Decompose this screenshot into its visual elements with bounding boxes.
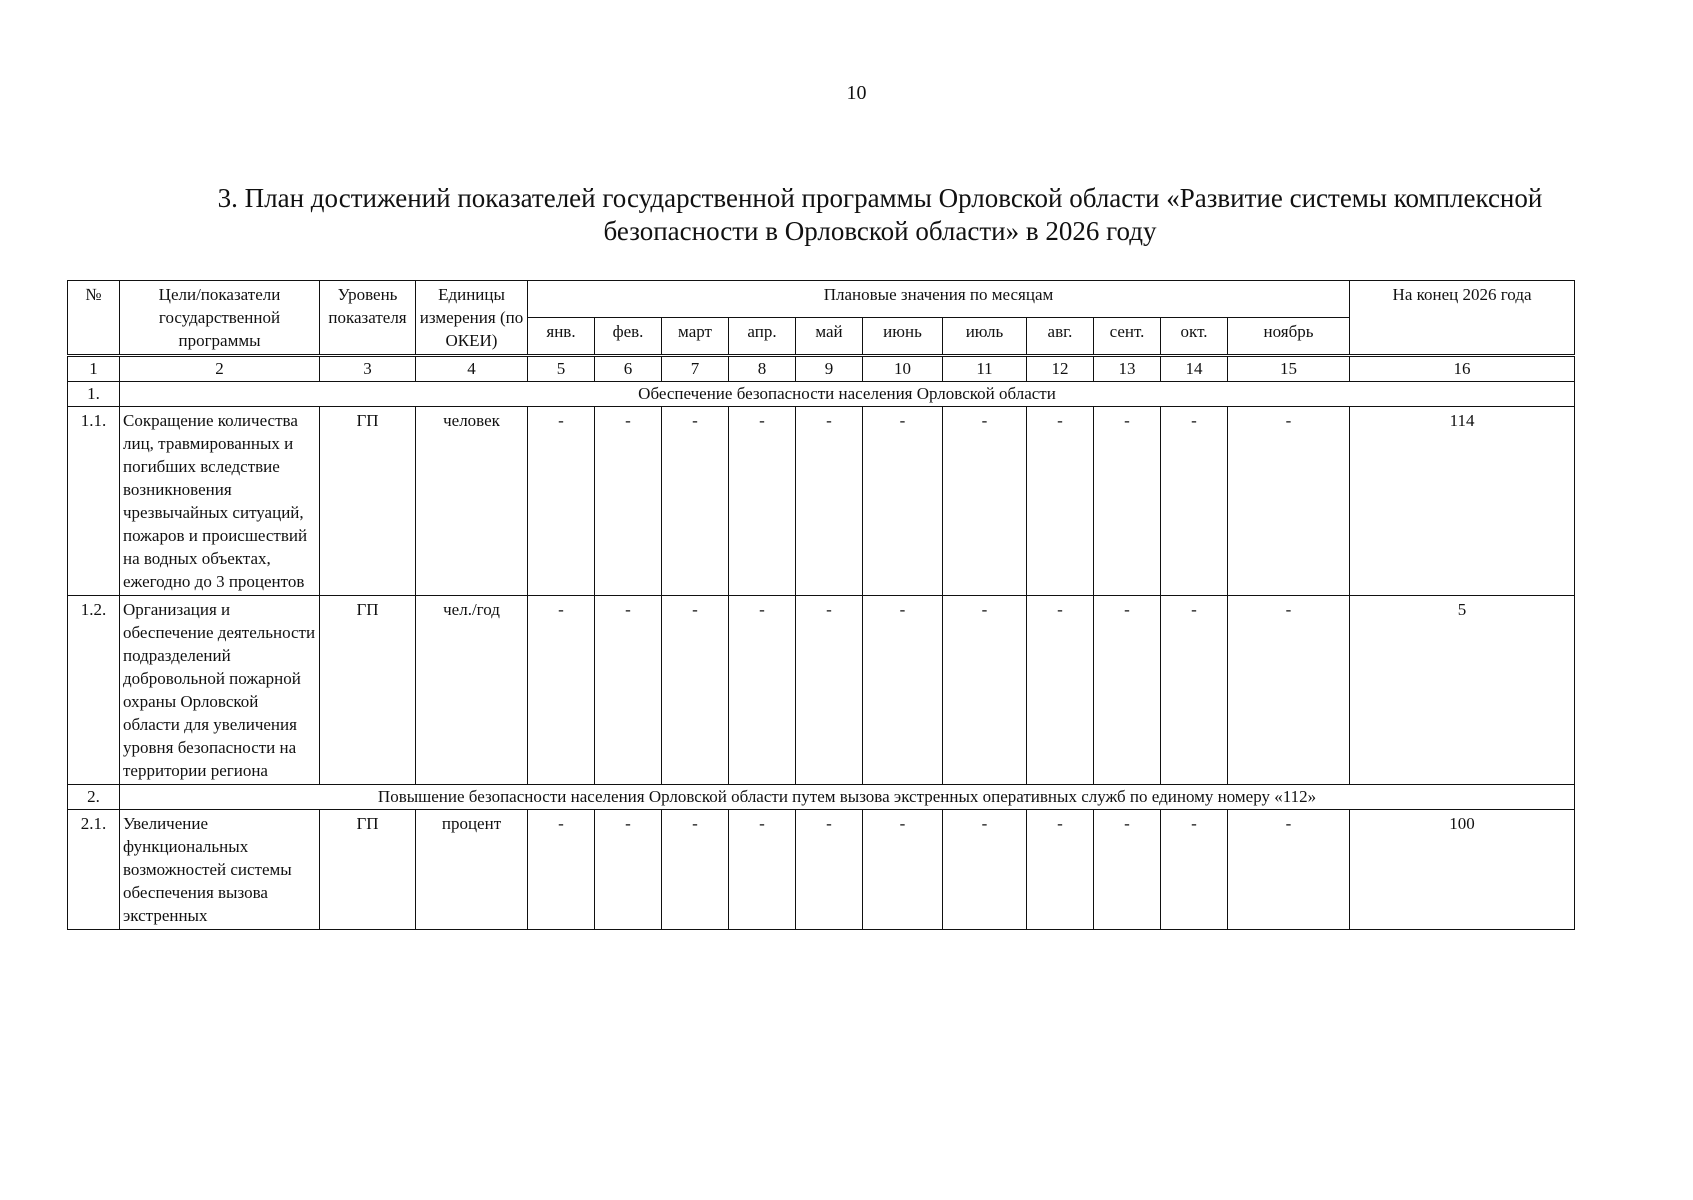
row-month-value: - (1027, 810, 1094, 930)
header-unit: Единицы измерения (по ОКЕИ) (416, 281, 528, 356)
document-title (150, 182, 1610, 248)
row-month-value: - (1161, 596, 1228, 785)
row-unit: процент (416, 810, 528, 930)
table-row (68, 596, 1575, 785)
header-month: окт. (1161, 317, 1228, 355)
column-number: 11 (943, 356, 1027, 382)
row-month-value: - (863, 596, 943, 785)
row-goal: Организация и обеспечение деятельности подразделений добровольной пожарной охраны Орловской области для увеличения уровня безопасности на территории региона (120, 596, 320, 785)
row-goal: Сокращение количества лиц, травмированных и погибших вследствие возникновения чрезвычайных ситуаций, пожаров и происшествий на водных объектах, ежегодно до 3 процентов (120, 407, 320, 596)
header-level: Уровень показателя (320, 281, 416, 356)
section-title: Повышение безопасности населения Орловской области путем вызова экстренных оперативных служб по единому номеру «112» (120, 785, 1575, 810)
row-month-value: - (1094, 810, 1161, 930)
column-number: 4 (416, 356, 528, 382)
row-month-value: - (528, 596, 595, 785)
row-month-value: - (1228, 596, 1350, 785)
title-line-1: 3. План достижений показателей государственной программы Орловской области «Развитие системы комплексной (217, 183, 1543, 213)
column-number: 10 (863, 356, 943, 382)
column-number: 9 (796, 356, 863, 382)
header-month: июнь (863, 317, 943, 355)
header-month: сент. (1094, 317, 1161, 355)
row-unit: чел./год (416, 596, 528, 785)
column-number: 16 (1350, 356, 1575, 382)
row-month-value: - (595, 407, 662, 596)
row-number: 1.2. (68, 596, 120, 785)
section-title: Обеспечение безопасности населения Орловской области (120, 382, 1575, 407)
row-month-value: - (1027, 596, 1094, 785)
header-no: № (68, 281, 120, 356)
row-month-value: - (943, 596, 1027, 785)
header-month: фев. (595, 317, 662, 355)
row-month-value: - (662, 596, 729, 785)
row-level: ГП (320, 810, 416, 930)
column-number: 12 (1027, 356, 1094, 382)
title-line-2: безопасности в Орловской области» в 2026 году (603, 216, 1157, 246)
row-month-value: - (863, 407, 943, 596)
row-month-value: - (1027, 407, 1094, 596)
header-goal: Цели/показатели государственной программы (120, 281, 320, 356)
header-monthly-group: Плановые значения по месяцам (528, 281, 1350, 318)
row-month-value: - (1094, 407, 1161, 596)
row-month-value: - (729, 407, 796, 596)
column-numbers-row (68, 356, 1575, 382)
page-number: 10 (846, 82, 867, 104)
section-number: 1. (68, 382, 120, 407)
table-row (68, 407, 1575, 596)
row-month-value: - (729, 596, 796, 785)
header-month: апр. (729, 317, 796, 355)
row-number: 1.1. (68, 407, 120, 596)
column-number: 8 (729, 356, 796, 382)
row-month-value: - (1228, 810, 1350, 930)
row-month-value: - (1161, 810, 1228, 930)
row-month-value: - (796, 407, 863, 596)
header-month: авг. (1027, 317, 1094, 355)
column-number: 14 (1161, 356, 1228, 382)
row-level: ГП (320, 407, 416, 596)
row-month-value: - (528, 810, 595, 930)
row-end-value: 5 (1350, 596, 1575, 785)
row-month-value: - (729, 810, 796, 930)
column-number: 13 (1094, 356, 1161, 382)
row-month-value: - (796, 810, 863, 930)
header-month: май (796, 317, 863, 355)
row-level: ГП (320, 596, 416, 785)
indicators-plan-table (67, 280, 1575, 930)
header-row-1 (68, 281, 1575, 318)
row-month-value: - (662, 407, 729, 596)
row-month-value: - (528, 407, 595, 596)
section-row (68, 785, 1575, 810)
row-end-value: 114 (1350, 407, 1575, 596)
row-month-value: - (662, 810, 729, 930)
row-month-value: - (1228, 407, 1350, 596)
column-number: 5 (528, 356, 595, 382)
header-month: июль (943, 317, 1027, 355)
header-end-of-year: На конец 2026 года (1350, 281, 1575, 356)
column-number: 1 (68, 356, 120, 382)
row-month-value: - (943, 810, 1027, 930)
row-end-value: 100 (1350, 810, 1575, 930)
column-number: 6 (595, 356, 662, 382)
row-month-value: - (863, 810, 943, 930)
row-month-value: - (595, 810, 662, 930)
table-row (68, 810, 1575, 930)
row-number: 2.1. (68, 810, 120, 930)
header-month: ноябрь (1228, 317, 1350, 355)
header-month: янв. (528, 317, 595, 355)
row-goal: Увеличение функциональных возможностей системы обеспечения вызова экстренных (120, 810, 320, 930)
section-row (68, 382, 1575, 407)
header-month: март (662, 317, 729, 355)
column-number: 7 (662, 356, 729, 382)
column-number: 2 (120, 356, 320, 382)
row-month-value: - (943, 407, 1027, 596)
row-month-value: - (1094, 596, 1161, 785)
row-month-value: - (796, 596, 863, 785)
section-number: 2. (68, 785, 120, 810)
row-month-value: - (1161, 407, 1228, 596)
row-unit: человек (416, 407, 528, 596)
column-number: 3 (320, 356, 416, 382)
column-number: 15 (1228, 356, 1350, 382)
row-month-value: - (595, 596, 662, 785)
